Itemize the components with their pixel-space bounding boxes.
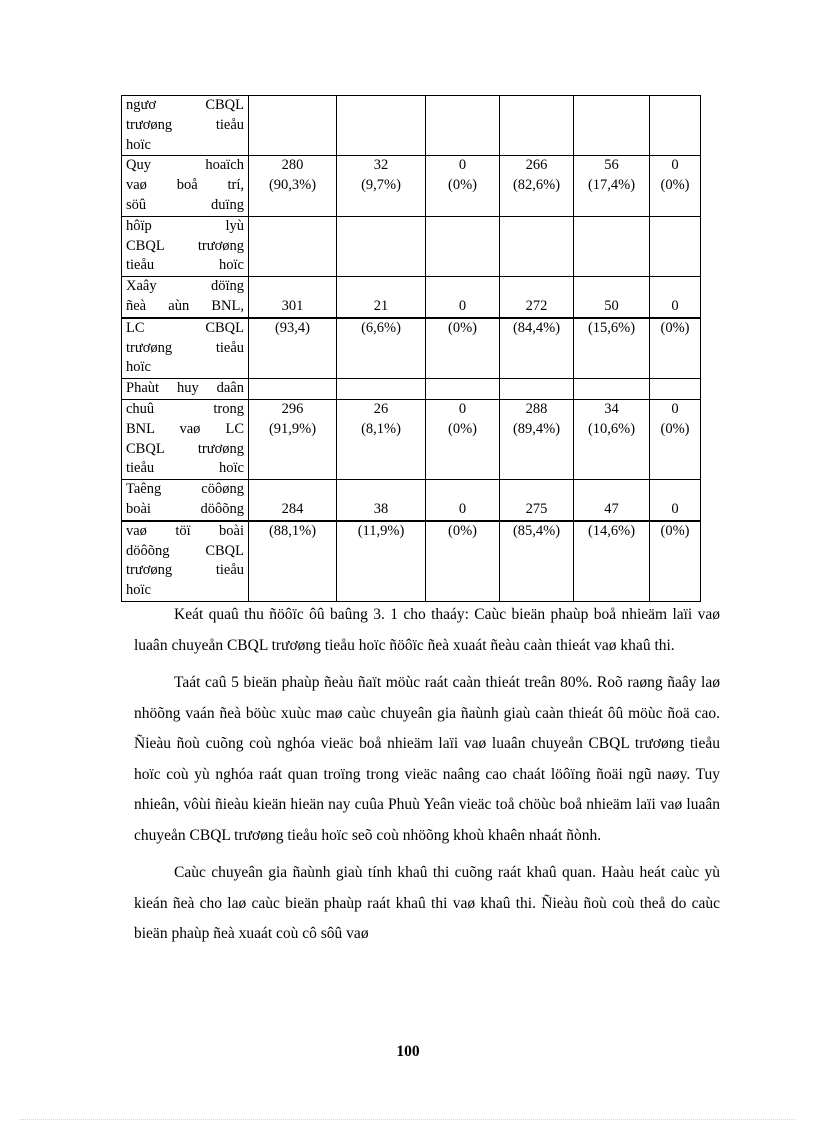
value-cell [337,96,426,156]
row-label-cell [122,96,249,156]
table-row [122,277,701,318]
row-label-line: trươøng tieåu [126,339,244,356]
row-label-line: tieåu hoïc [126,460,244,477]
table-row [122,480,701,521]
paragraph: Keát quaû thu ñöôïc ôû baûng 3. 1 cho thaáy: Caùc bieän phaùp boå nhieäm laïi vaø luaân chuyeån CBQL trươøng tieåu hoïc ñöôïc ñeà xuaát ñeàu caàn thieát vaø khaû thi. [134,606,720,654]
value-cell: (0%) [426,521,500,602]
value-cell [500,379,574,400]
row-label-cell [122,480,249,521]
value-cell: (88,1%) [249,521,337,602]
row-label-line: trươøng tieåu [126,562,244,579]
table-row [122,96,701,156]
row-label-line: ngươ CBQL [126,97,244,113]
row-label-line: söû duïng [126,196,244,213]
row-label-cell [122,156,249,216]
value-cell: (0%) [426,318,500,379]
value-cell: (0%) [650,318,701,379]
table-row [122,318,701,379]
value-cell: 34 (10,6%) [574,399,650,479]
row-label-line: Quy hoaïch [126,157,244,174]
page-number: 100 [396,1043,420,1060]
table-row [122,216,701,276]
value-cell: 50 [574,277,650,318]
row-label-line: CBQL trươøng [126,440,244,457]
value-cell: 0 (0%) [426,156,500,216]
value-cell: 301 [249,277,337,318]
table-body [122,96,701,602]
row-label-line: vaø boå trí, [126,177,244,194]
row-label-line: chuû trong [126,400,244,417]
value-cell [426,216,500,276]
row-label-cell [122,216,249,276]
value-cell: 47 [574,480,650,521]
row-label-cell [122,277,249,318]
row-label-line: hoïc [126,359,151,376]
value-cell [426,96,500,156]
value-cell: (85,4%) [500,521,574,602]
value-cell: 280 (90,3%) [249,156,337,216]
row-label-line: Xaây döïng [126,278,244,295]
value-cell: 32 (9,7%) [337,156,426,216]
row-label-cell [122,379,249,400]
table-row [122,379,701,400]
value-cell: 0 (0%) [650,156,701,216]
value-cell [337,216,426,276]
value-cell: 0 [426,277,500,318]
paragraph: Taát caû 5 bieän phaùp ñeàu ñaït möùc raát caàn thieát treân 80%. Roõ raøng ñaây laø nhöõng vaán ñeà böùc xuùc maø caùc chuyeân gia ñaùnh giaù caàn thieát ôû möùc ñoä cao. Ñieàu ñoù cuõng coù nghóa vieäc boå nhieäm laïi vaø luaân chuyeån CBQL trươøng tieåu hoïc coù yù nghóa raát quan troïng trong vieäc naâng cao chaát löôïng ñoäi ngũ naøy. Tuy nhieân, vôùi ñieàu kieän hieän nay cuûa Phuù Yeân vieäc toå chöùc boå nhieäm laïi vaø luaân chuyeån CBQL trươøng tieåu hoïc seõ coù nhöõng khoù khaên nhaát ñònh. [134,674,720,844]
row-label-line: ñeà aùn BNL, [126,297,244,314]
row-label-line: boài döôõng [126,500,244,517]
value-cell: (11,9%) [337,521,426,602]
row-label-line: Taêng cöôøng [126,481,244,498]
table-row [122,521,701,602]
value-cell: 21 [337,277,426,318]
value-cell [426,379,500,400]
value-cell [249,379,337,400]
table-row [122,156,701,216]
value-cell: (93,4) [249,318,337,379]
row-label-line: vaø töï boài [126,522,244,539]
value-cell: 0 [426,480,500,521]
value-cell: 296 (91,9%) [249,399,337,479]
value-cell: 266 (82,6%) [500,156,574,216]
row-label-line: CBQL trươøng [126,237,244,254]
value-cell: (15,6%) [574,318,650,379]
value-cell: 0 (0%) [650,399,701,479]
value-cell: 0 [650,277,701,318]
value-cell [574,379,650,400]
value-cell: 38 [337,480,426,521]
value-cell: 0 (0%) [426,399,500,479]
footer-rule [20,1119,796,1120]
value-cell: 288 (89,4%) [500,399,574,479]
row-label-line: trươøng tieåu [126,116,244,133]
row-label-line: tieåu hoïc [126,257,244,274]
value-cell [650,96,701,156]
value-cell [337,379,426,400]
row-label-line: hôïp lyù [126,217,244,234]
evaluation-table-continued [121,95,700,602]
value-cell [500,96,574,156]
value-cell: (84,4%) [500,318,574,379]
row-label-cell [122,318,249,379]
value-cell [650,216,701,276]
row-label-line: LC CBQL [126,319,244,336]
value-cell: 284 [249,480,337,521]
value-cell [249,216,337,276]
value-cell [574,216,650,276]
value-cell: 56 (17,4%) [574,156,650,216]
value-cell [650,379,701,400]
value-cell: 0 [650,480,701,521]
value-cell [500,216,574,276]
value-cell: (0%) [650,521,701,602]
table-row [122,399,701,479]
paragraph: Caùc chuyeân gia ñaùnh giaù tính khaû thi cuõng raát khaû quan. Haàu heát caùc yù kieán ñeà cho laø caùc bieän phaùp raát khaû thi vaø khaû thi. Ñieàu ñoù coù theå do caùc bieän phaùp ñeà xuaát coù cô sôû vaø [134,864,720,942]
value-cell: 26 (8,1%) [337,399,426,479]
row-label-line: hoïc [126,582,151,599]
row-label-line: BNL vaø LC [126,420,244,437]
value-cell: (14,6%) [574,521,650,602]
row-label-line: döôõng CBQL [126,542,244,559]
value-cell: 272 [500,277,574,318]
analysis-text [134,600,720,950]
row-label-line: hoïc [126,136,151,153]
value-cell: 275 [500,480,574,521]
row-label-cell [122,521,249,602]
row-label-cell [122,399,249,479]
row-label-line: Phaùt huy daân [126,380,244,397]
evaluation-table [121,95,701,602]
value-cell: (6,6%) [337,318,426,379]
value-cell [574,96,650,156]
value-cell [249,96,337,156]
